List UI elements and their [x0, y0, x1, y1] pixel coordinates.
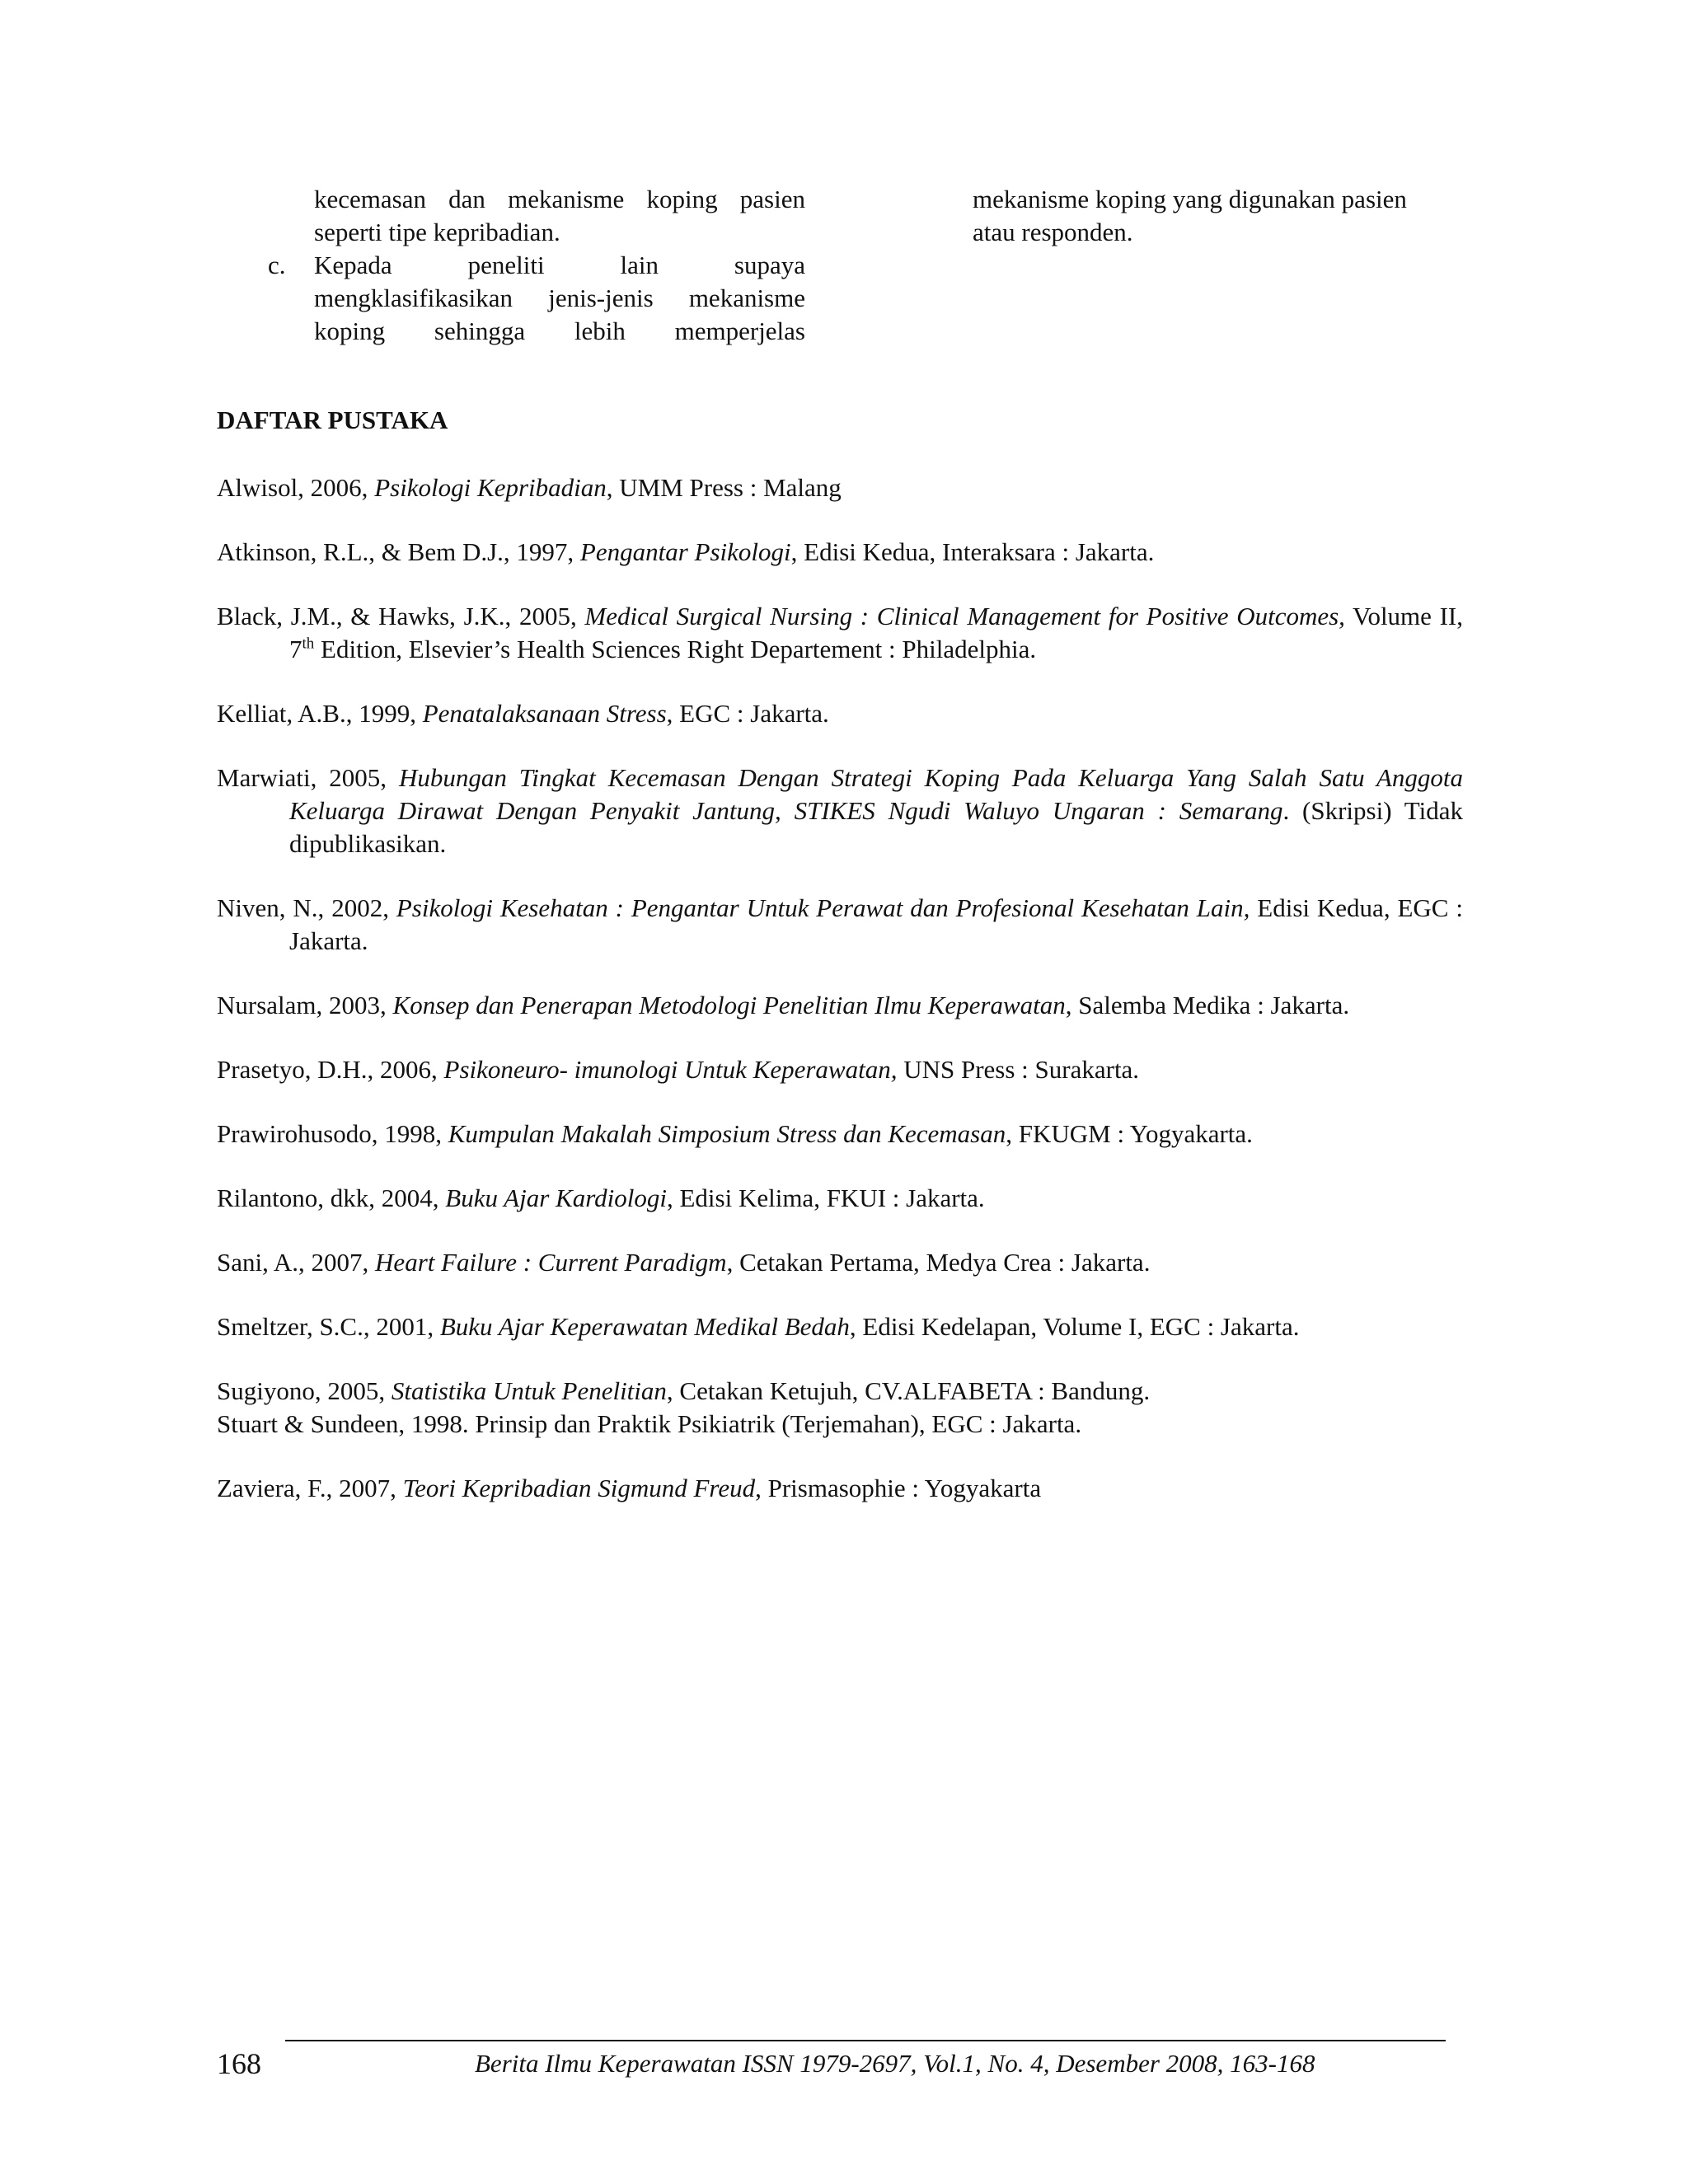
- footer-divider: [285, 2040, 1446, 2041]
- reference-item: [217, 1053, 1463, 1086]
- text-line: mekanisme koping yang digunakan pasien: [973, 185, 1407, 213]
- reference-publisher: Edition, Elsevier’s Health Sciences Right Departement : Philadelphia.: [314, 635, 1037, 663]
- reference-publisher: Volume II, 7: [289, 602, 1463, 663]
- reference-publisher: , Cetakan Ketujuh, CV.ALFABETA : Bandung.: [666, 1376, 1151, 1405]
- reference-publisher: , Edisi Kedua, Interaksara : Jakarta.: [790, 537, 1155, 566]
- reference-title: Buku Ajar Kardiologi: [445, 1183, 667, 1212]
- reference-title: Kumpulan Makalah Simposium Stress dan Kecemasan: [448, 1119, 1006, 1148]
- reference-publisher: , Cetakan Pertama, Medya Crea : Jakarta.: [726, 1248, 1151, 1277]
- right-column: [973, 183, 1464, 249]
- reference-item: [217, 471, 1463, 504]
- reference-item: [217, 1472, 1463, 1505]
- reference-item: [217, 762, 1463, 860]
- reference-publisher: , UMM Press : Malang: [606, 473, 842, 502]
- reference-title: Heart Failure : Current Paradigm: [375, 1248, 727, 1277]
- reference-item: [217, 1408, 1463, 1441]
- reference-item: [217, 1310, 1463, 1343]
- reference-authors: Rilantono, dkk, 2004,: [217, 1183, 446, 1212]
- reference-title: Konsep dan Penerapan Metodologi Penelitian Ilmu Keperawatan: [392, 991, 1066, 1019]
- reference-title: Teori Kepribadian Sigmund Freud: [402, 1474, 756, 1502]
- reference-item: [217, 536, 1463, 569]
- text-line: atau responden.: [973, 218, 1133, 246]
- reference-title: Statistika Untuk Penelitian: [391, 1376, 667, 1405]
- reference-publisher: , Edisi Kedelapan, Volume I, EGC : Jakarta.: [849, 1312, 1300, 1341]
- reference-publisher: UNS Press : Surakarta.: [897, 1055, 1140, 1084]
- reference-publisher: , FKUGM : Yogyakarta.: [1006, 1119, 1253, 1148]
- reference-item: [217, 1118, 1463, 1151]
- reference-title: Psikologi Kepribadian: [374, 473, 607, 502]
- reference-authors: Smeltzer, S.C., 2001,: [217, 1312, 440, 1341]
- edition-superscript: th: [302, 635, 315, 653]
- reference-title: Pengantar Psikologi: [579, 537, 791, 566]
- reference-authors: Prawirohusodo, 1998,: [217, 1119, 448, 1148]
- reference-authors: Alwisol, 2006,: [217, 473, 375, 502]
- reference-authors: Marwiati, 2005,: [217, 763, 399, 792]
- reference-authors: Sani, A., 2007,: [217, 1248, 376, 1277]
- reference-publisher: , Prismasophie : Yogyakarta: [755, 1474, 1042, 1502]
- reference-title: Hubungan Tingkat Kecemasan Dengan Strategi Koping Pada Keluarga Yang Salah Satu Anggota Keluarga Dirawat Dengan Penyakit Jantung, STIKES Ngudi Waluyo Ungaran : Semarang: [289, 763, 1463, 825]
- references-heading: DAFTAR PUSTAKA: [217, 405, 448, 434]
- reference-item: [217, 1246, 1463, 1279]
- suggestion-item-c: [268, 249, 805, 348]
- left-column: [268, 183, 805, 348]
- page-number: 168: [217, 2047, 261, 2080]
- text-line: seperti tipe kepribadian.: [314, 218, 560, 246]
- reference-item: [217, 697, 1463, 730]
- reference-title: Psikoneuro- imunologi Untuk Keperawatan,: [443, 1055, 898, 1084]
- reference-publisher: . (Skripsi) Tidak dipublikasikan.: [289, 796, 1463, 858]
- reference-item: [217, 1182, 1463, 1215]
- reference-text: Stuart & Sundeen, 1998. Prinsip dan Praktik Psikiatrik (Terjemahan), EGC : Jakarta.: [217, 1409, 1082, 1438]
- reference-authors: Atkinson, R.L., & Bem D.J., 1997,: [217, 537, 580, 566]
- reference-authors: Prasetyo, D.H., 2006,: [217, 1055, 444, 1084]
- text-line: mengklasifikasikan jenis-jenis mekanisme: [314, 284, 805, 312]
- suggestion-b-continuation: [314, 183, 805, 249]
- reference-publisher: , EGC : Jakarta.: [666, 699, 829, 728]
- reference-publisher: , Edisi Kelima, FKUI : Jakarta.: [666, 1183, 985, 1212]
- reference-authors: Zaviera, F., 2007,: [217, 1474, 403, 1502]
- reference-title: Medical Surgical Nursing : Clinical Management for Positive Outcomes,: [584, 602, 1345, 630]
- reference-item: [217, 892, 1463, 958]
- text-line: koping sehingga lebih memperjelas: [314, 316, 805, 345]
- reference-publisher: , Salemba Medika : Jakarta.: [1065, 991, 1350, 1019]
- text-line: kecemasan dan mekanisme koping pasien: [314, 185, 805, 213]
- reference-publisher: Edisi Kedua, EGC : Jakarta.: [289, 893, 1463, 955]
- reference-item: [217, 1375, 1463, 1408]
- journal-citation: Berita Ilmu Keperawatan ISSN 1979-2697, Vol.1, No. 4, Desember 2008, 163-168: [475, 2049, 1315, 2078]
- reference-authors: Nursalam, 2003,: [217, 991, 393, 1019]
- references-section: [217, 404, 1463, 1536]
- reference-authors: Kelliat, A.B., 1999,: [217, 699, 423, 728]
- reference-item: [217, 989, 1463, 1022]
- suggestion-item-c-text: [314, 249, 805, 348]
- text-line: Kepada peneliti lain supaya: [314, 251, 805, 279]
- reference-title: Psikologi Kesehatan : Pengantar Untuk Perawat dan Profesional Kesehatan Lain,: [396, 893, 1250, 922]
- reference-item: [217, 600, 1463, 666]
- reference-authors: Sugiyono, 2005,: [217, 1376, 392, 1405]
- reference-authors: Niven, N., 2002,: [217, 893, 396, 922]
- reference-authors: Black, J.M., & Hawks, J.K., 2005,: [217, 602, 585, 630]
- reference-title: Buku Ajar Keperawatan Medikal Bedah: [439, 1312, 850, 1341]
- reference-title: Penatalaksanaan Stress: [422, 699, 667, 728]
- list-marker: c.: [268, 251, 286, 279]
